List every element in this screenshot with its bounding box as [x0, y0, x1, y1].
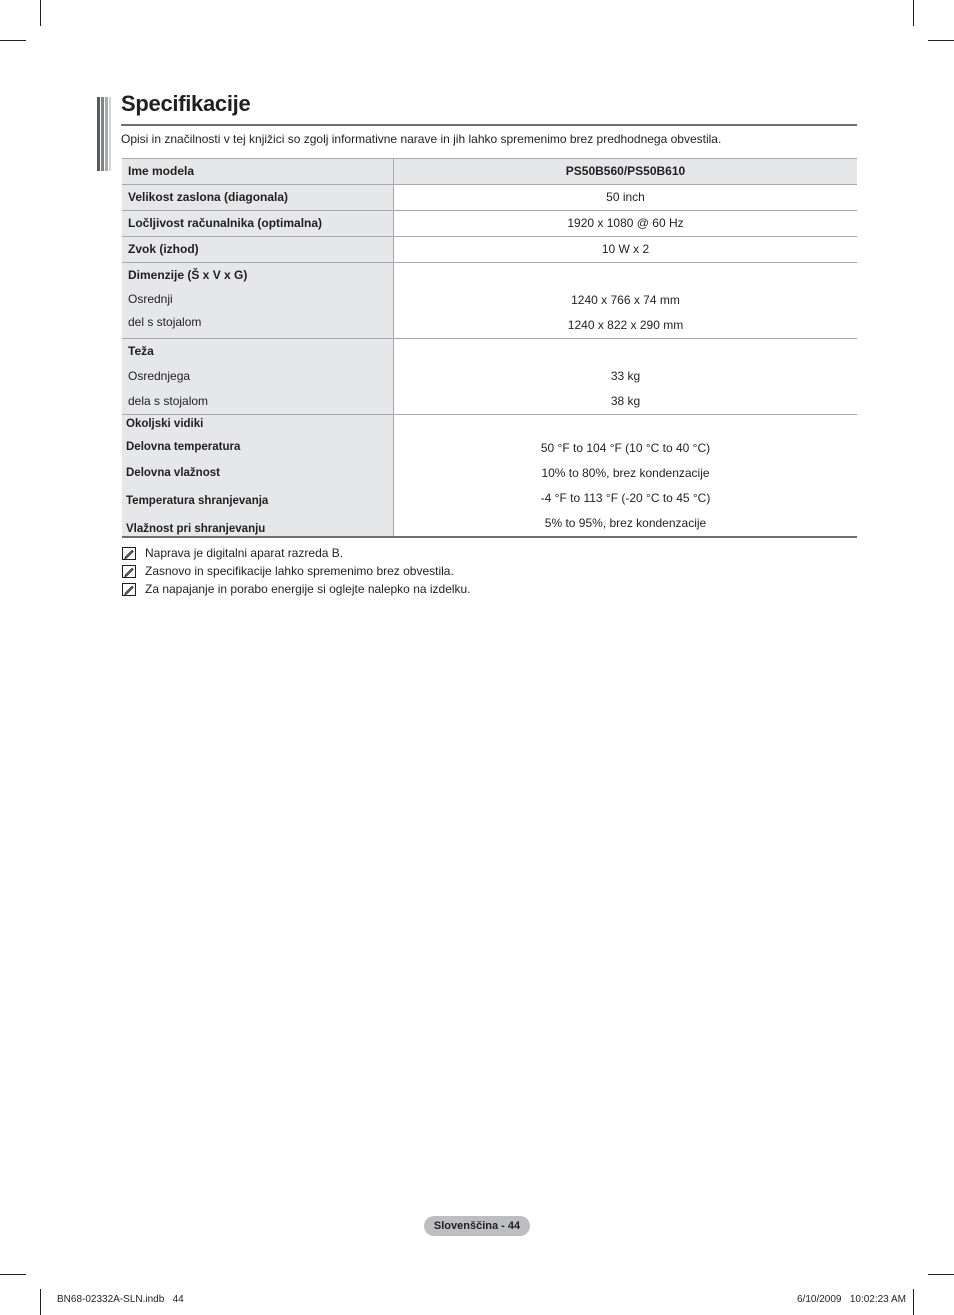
row-value: 1240 x 766 x 74 mm	[571, 293, 680, 307]
row-value: 50 °F to 104 °F (10 °C to 40 °C)	[540, 441, 711, 455]
table-row	[122, 237, 857, 263]
intro-text: Opisi in značilnosti v tej knjižici so zgolj informativne narave in jih lahko spremenimo brez predhodnega obvestila.	[121, 132, 722, 146]
sub-label: Temperatura shranjevanja	[126, 495, 269, 507]
file-slug: BN68-02332A-SLN.indb 44	[57, 1294, 184, 1305]
table-row	[122, 263, 857, 339]
table-row	[122, 415, 857, 538]
title-rule	[121, 124, 857, 126]
table-row	[122, 339, 857, 415]
crop-mark	[40, 0, 41, 26]
note-pencil-icon	[122, 583, 136, 596]
crop-mark	[913, 0, 914, 26]
row-value: 1920 x 1080 @ 60 Hz	[567, 216, 684, 230]
page-title: Specifikacije	[121, 91, 251, 116]
row-label: Ločljivost računalnika (optimalna)	[128, 216, 323, 230]
row-value: 10% to 80%, brez kondenzacije	[541, 466, 710, 480]
note-text: Zasnovo in specifikacije lahko spremenimo brez obvestila.	[145, 564, 454, 578]
page-number-badge: Slovenščina - 44	[424, 1216, 530, 1236]
spec-table	[122, 158, 857, 538]
list-item	[122, 580, 471, 598]
row-label: Velikost zaslona (diagonala)	[128, 190, 289, 204]
sub-label: Osrednji	[128, 292, 173, 306]
row-value: -4 °F to 113 °F (-20 °C to 45 °C)	[540, 491, 711, 505]
crop-mark	[40, 1289, 41, 1315]
model-value: PS50B560/PS50B610	[565, 164, 686, 178]
list-item	[122, 562, 471, 580]
table-row	[122, 159, 857, 185]
note-pencil-icon	[122, 547, 136, 560]
note-pencil-icon	[122, 565, 136, 578]
crop-mark	[0, 1274, 26, 1275]
row-value: 38 kg	[610, 394, 641, 408]
row-value: 1240 x 822 x 290 mm	[567, 318, 684, 332]
row-label: Ime modela	[128, 164, 195, 178]
row-label: Okoljski vidiki	[126, 418, 204, 430]
sub-label: Osrednjega	[128, 369, 191, 383]
print-timestamp: 6/10/2009 10:02:23 AM	[797, 1294, 906, 1305]
table-row	[122, 211, 857, 237]
row-value: 33 kg	[610, 369, 641, 383]
table-row	[122, 185, 857, 211]
row-label: Teža	[128, 344, 154, 358]
sub-label: del s stojalom	[128, 315, 202, 329]
row-value: 5% to 95%, brez kondenzacije	[544, 516, 707, 530]
row-label: Dimenzije (Š x V x G)	[128, 268, 248, 282]
notes-list	[122, 544, 471, 598]
crop-mark	[0, 40, 26, 41]
sub-label: dela s stojalom	[128, 394, 209, 408]
crop-mark	[928, 40, 954, 41]
note-text: Naprava je digitalni aparat razreda B.	[145, 546, 344, 560]
sub-label: Delovna vlažnost	[126, 467, 220, 479]
list-item	[122, 544, 471, 562]
section-marker-bars	[97, 97, 111, 171]
crop-mark	[913, 1289, 914, 1315]
note-text: Za napajanje in porabo energije si oglejte nalepko na izdelku.	[145, 582, 471, 596]
sub-label: Delovna temperatura	[126, 441, 241, 453]
row-value: 10 W x 2	[601, 242, 650, 256]
row-value: 50 inch	[606, 190, 645, 204]
sub-label: Vlažnost pri shranjevanju	[126, 523, 266, 535]
row-label: Zvok (izhod)	[128, 242, 199, 256]
crop-mark	[928, 1274, 954, 1275]
